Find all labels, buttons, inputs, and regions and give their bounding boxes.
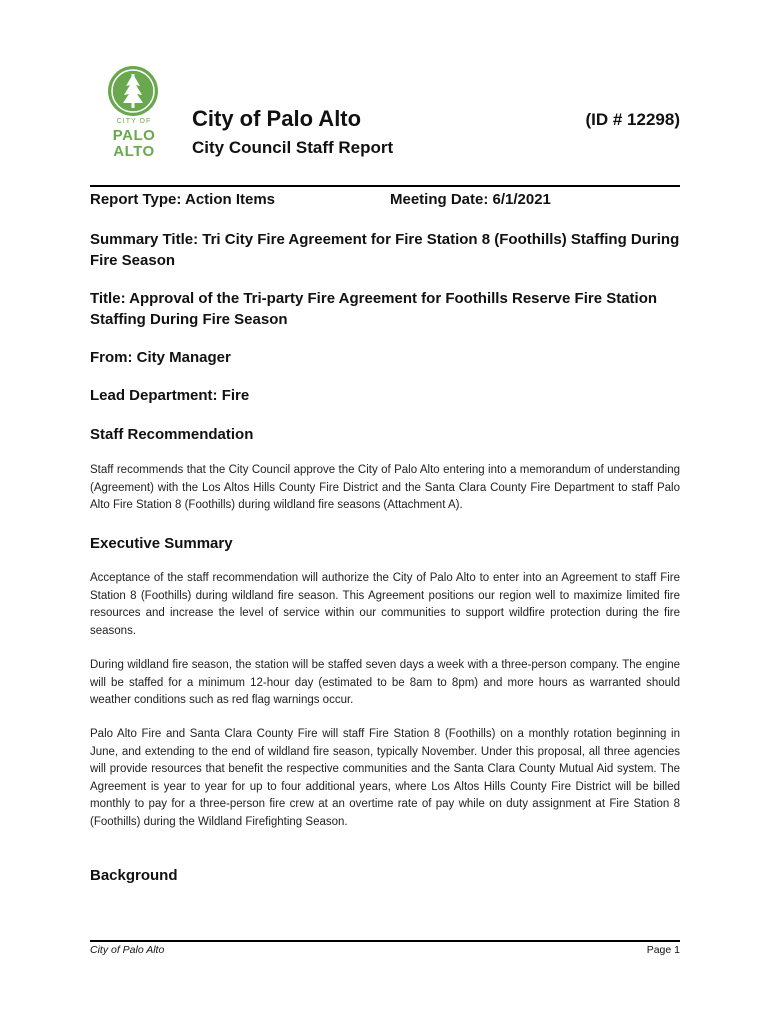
logo-palo: PALO [112,127,156,144]
lead-department: Lead Department: Fire [90,387,250,404]
staff-recommendation-heading: Staff Recommendation [90,426,254,443]
city-logo [106,66,162,160]
logo-city-of: CITY OF [116,118,152,125]
executive-summary-p1: Acceptance of the staff recommendation will authorize the City of Palo Alto to enter into an Agreement to staff Fire Station 8 (Foothills) during wildland fire season. This Agreement positions our region well to maximize limited fire resources and increase the level of service within our communities to support wildfire protection during the fire seasons. [90,572,680,637]
summary-title: Summary Title: Tri City Fire Agreement for Fire Station 8 (Foothills) Staffing During Fire Season [90,231,680,269]
meeting-date: Meeting Date: 6/1/2021 [390,191,551,208]
executive-summary-p3: Palo Alto Fire and Santa Clara County Fire will staff Fire Station 8 (Foothills) on a monthly rotation beginning in June, and extending to the end of wildland fire season, typically November. Under this proposal, all three agencies will provide resources that benefit the respective communities and the Santa Clara County Mutual Aid system. The Agreement is year to year for up to four additional years, where Los Altos Hills County Fire District will be billed monthly to pay for a three-person fire crew at an overtime rate of pay while on duty assignment at Fire Station 8 (Foothills) during the Wildland Firefighting Season. [90,728,680,828]
background-heading: Background [90,867,178,884]
executive-summary-p2: During wildland fire season, the station will be staffed seven days a week with a three-person company. The engine will be staffed for a minimum 12-hour day (estimated to be 8am to 8pm) and more hours as warranted should weather conditions such as red flag warnings occur. [90,659,680,706]
report-subtitle: City Council Staff Report [192,138,394,157]
executive-summary-heading: Executive Summary [90,535,233,552]
city-title: City of Palo Alto [192,106,362,131]
staff-recommendation-text: Staff recommends that the City Council approve the City of Palo Alto entering into a memorandum of understanding (Agreement) with the Los Altos Hills County Fire District and the Santa Clara County Fire Department to staff Palo Alto Fire Station 8 (Foothills) during wildland fire seasons (Attachment A). [90,464,680,511]
tree-icon [108,66,158,116]
footer-city: City of Palo Alto [90,944,165,956]
from-line: From: City Manager [90,349,231,366]
footer-divider [90,940,680,942]
page-number: Page 1 [646,944,680,956]
header-divider [90,185,680,187]
document-title: Title: Approval of the Tri-party Fire Agreement for Foothills Reserve Fire Station Staffing During Fire Season [90,290,658,328]
report-id: (ID # 12298) [585,110,680,129]
report-type: Report Type: Action Items [90,191,276,208]
logo-alto: ALTO [113,143,155,160]
